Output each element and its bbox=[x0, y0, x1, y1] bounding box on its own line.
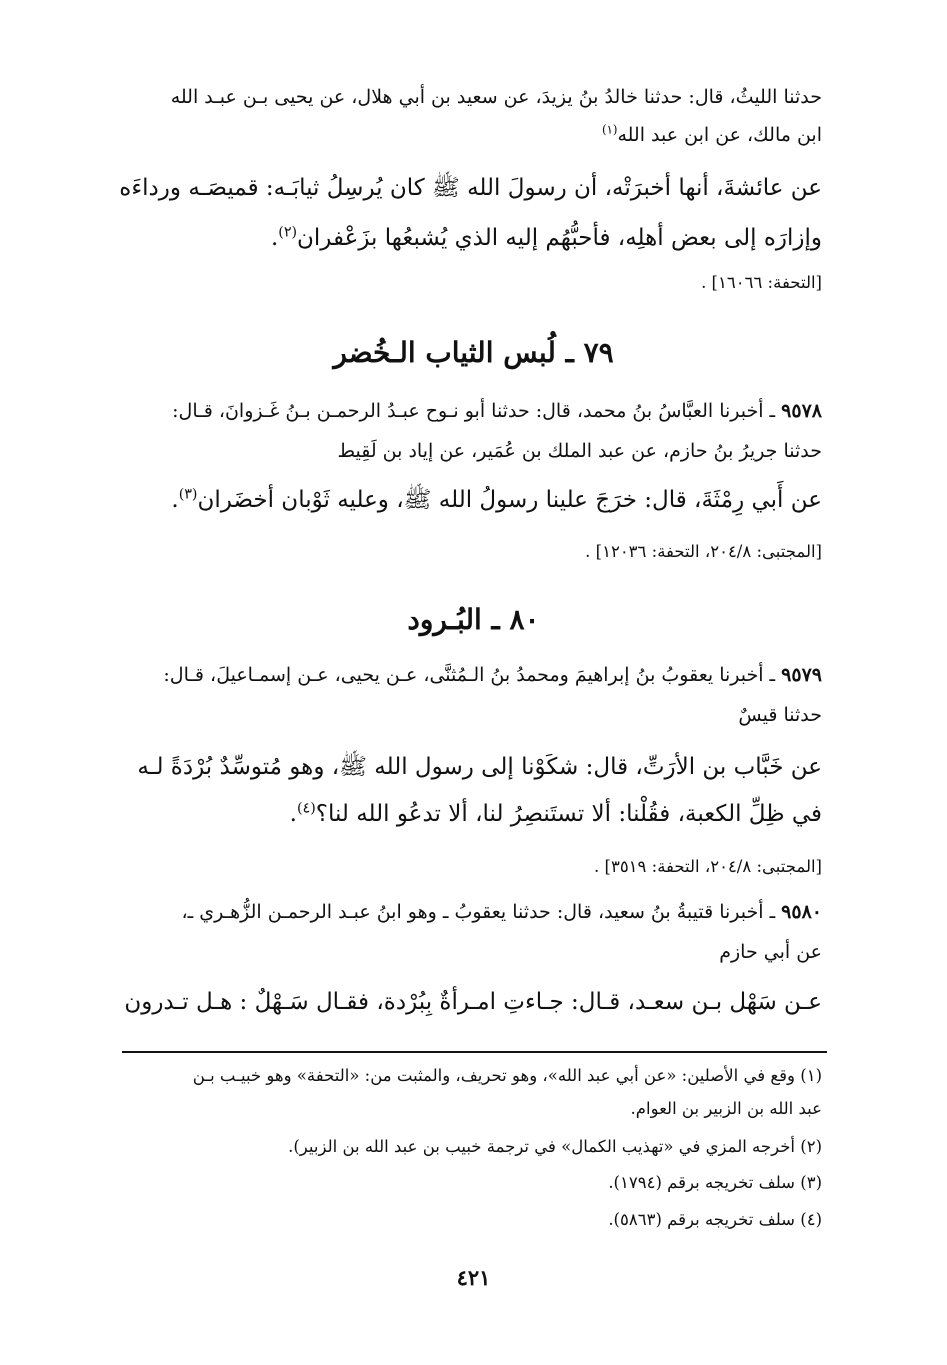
text-fragment: ـ أخبرنا يعقوبُ بنُ إبراهيمَ ومحمدُ بنُ الـمُثنَّى، عـن يحيى، عـن إسمـاعيلَ، قـال: bbox=[163, 664, 782, 686]
text-line: حدثنا جريرُ بنُ حازم، عن عبد الملك بن عُمَير، عن إياد بن لَقِيط bbox=[337, 440, 822, 462]
text-line: عن عائشةَ، أنها أخبرَتْه، أن رسولَ الله ﷺ كان يُرسِلُ ثيابَـه: قميصَـه ورداءَه bbox=[119, 175, 822, 201]
footnote-ref: (١) bbox=[601, 122, 618, 137]
text-fragment: ـ أخبرنا قتيبةُ بنُ سعيد، قال: حدثنا يعقوبُ ـ وهو ابنُ عبـد الرحمـن الزُّهـري ـ، bbox=[181, 901, 782, 923]
footnote: (٢) أخرجه المزي في «تهذيب الكمال» في ترجمة خبيب بن عبد الله بن الزبير). bbox=[288, 1137, 822, 1156]
text-fragment: عن أَبي رِمْثَةَ، قال: خرَجَ علينا رسولُ الله ﷺ، وعليه ثَوْبان أخضَران bbox=[197, 487, 822, 513]
footnote-ref: (٢) bbox=[278, 224, 298, 241]
chapter-heading: ٧٩ ـ لُبس الثياب الـخُضر bbox=[333, 336, 614, 369]
footnote: (٤) سلف تخريجه برقم (٥٨٦٣). bbox=[608, 1210, 822, 1229]
text-fragment: ـ أخبرنا العبَّاسُ بنُ محمد، قال: حدثنا أبو نـوح عبـدُ الرحمـن بـنُ غَـزوانَ، قـال: bbox=[172, 400, 782, 422]
footnote-ref: (٤) bbox=[296, 800, 316, 817]
hadith-header bbox=[125, 666, 822, 685]
hadith-header bbox=[125, 402, 822, 421]
text-line bbox=[125, 224, 822, 251]
text-line: حدثنا الليثُ، قال: حدثنا خالدُ بنُ يزيدَ، عن سعيد بن أبي هلال، عن يحيى بـن عبـد الله bbox=[170, 86, 822, 108]
hadith-reference: [المجتبى: ٢٠٤/٨، التحفة: ١٢٠٣٦] . bbox=[585, 542, 822, 561]
text-line: حدثنا قيسٌ bbox=[738, 704, 822, 726]
text-fragment: وإزارَه إلى بعض أهلِه، فأحبُّهُم إليه الذي يُشبعُها بزَعْفران bbox=[297, 225, 822, 251]
tuhfa-reference: [التحفة: ١٦٠٦٦] . bbox=[701, 273, 822, 292]
hadith-number: ٩٥٧٨ bbox=[781, 400, 822, 422]
footnote: (١) وقع في الأصلين: «عن أبي عبد الله»، وهو تحريف، والمثبت من: «التحفة» وهو خبيـب بـن bbox=[192, 1066, 822, 1085]
text-line bbox=[125, 800, 822, 827]
footnote: (٣) سلف تخريجه برقم (١٧٩٤). bbox=[608, 1173, 822, 1192]
text-line: عن أبي حازم bbox=[719, 941, 822, 963]
hadith-number: ٩٥٨٠ bbox=[781, 901, 822, 923]
footnote-separator bbox=[122, 1051, 827, 1053]
text-line: عـن سَهْل بـن سعـد، قـال: جـاءتِ امـرأةٌ بِبُرْدة، فقـال سَـهْلٌ : هـل تـدرون bbox=[124, 989, 822, 1015]
hadith-header bbox=[125, 903, 822, 922]
text-fragment: . bbox=[289, 801, 297, 827]
text-line bbox=[125, 486, 822, 513]
hadith-number: ٩٥٧٩ bbox=[781, 664, 822, 686]
page-number: ٤٢١ bbox=[456, 1265, 491, 1290]
text-line: عن خَبَّاب بن الأرَتِّ، قال: شكَوْنا إلى رسول الله ﷺ، وهو مُتوسِّدٌ بُرْدَةً لـه bbox=[137, 754, 822, 780]
text-line bbox=[125, 122, 822, 146]
text-fragment: . bbox=[171, 487, 179, 513]
footnote: عبد الله بن الزبير بن العوام. bbox=[630, 1099, 822, 1118]
text-fragment: في ظِلِّ الكعبة، فقُلْنا: ألا تستَنصِرُ لنا، ألا تدعُو الله لنا؟ bbox=[315, 801, 822, 827]
hadith-reference: [المجتبى: ٢٠٤/٨، التحفة: ٣٥١٩] . bbox=[594, 857, 822, 876]
text-fragment: ابن مالك، عن ابن عبد الله bbox=[617, 124, 822, 146]
text-fragment: . bbox=[270, 225, 279, 251]
chapter-heading: ٨٠ ـ البُـرود bbox=[407, 603, 540, 636]
footnote-ref: (٣) bbox=[178, 486, 198, 503]
